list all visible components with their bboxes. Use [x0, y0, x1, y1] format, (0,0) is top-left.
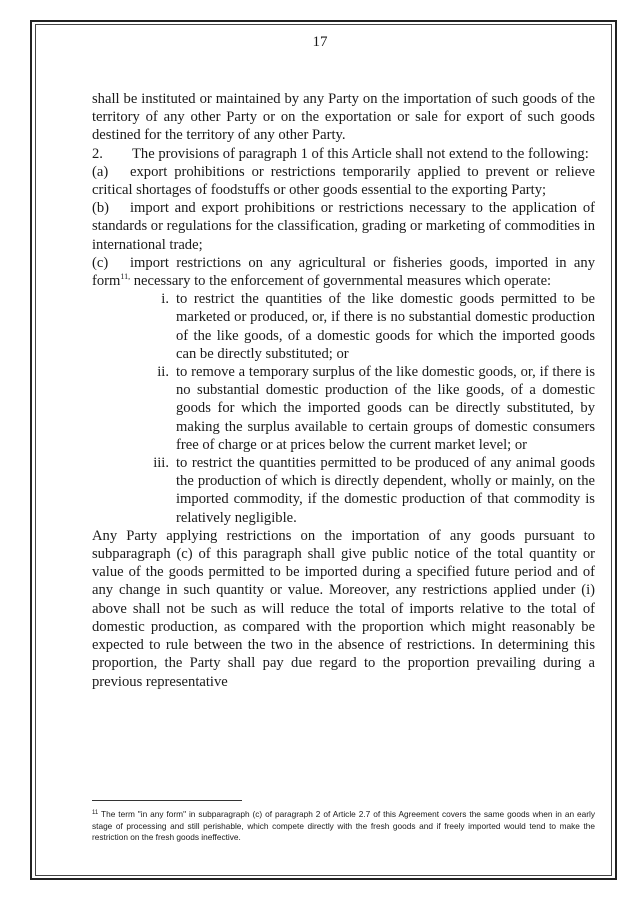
item-label: (a) — [92, 163, 109, 180]
item-text: export prohibitions or restrictions temporarily applied to prevent or relieve critical shortages of foodstuffs or other goods essential to the exporting Party; — [92, 163, 595, 199]
sub-item-label: i. — [161, 291, 169, 308]
sub-item-text: to restrict the quantities of the like domestic goods permitted to be marketed or produced, or, if there is no substantial domestic production of the like goods, of a domestic goods for which the imported goods can be directly substituted; or — [176, 291, 595, 362]
list-item-c — [92, 254, 595, 290]
item-text: import and export prohibitions or restrictions necessary to the application of standards or regulations for the classification, grading or marketing of commodities in international trade; — [92, 200, 595, 253]
sub-item-text: to restrict the quantities permitted to be produced of any animal goods the production of which is directly dependent, wholly or mainly, on the imported commodity, if the domestic production of that commodity is relatively negligible. — [176, 455, 595, 526]
page-number: 17 — [312, 34, 328, 50]
item-text: import restrictions on any agricultural or fisheries goods, imported in any form — [92, 254, 595, 290]
item-label: (b) — [92, 200, 110, 217]
sub-item-ii — [92, 363, 595, 454]
list-item-a — [92, 163, 595, 199]
sub-item-i — [92, 290, 595, 363]
intro-paragraph: shall be instituted or maintained by any Party on the importation of such goods of the territory of any other Party or on the exportation or sale for export of such goods destined for the territory of any other Party. — [92, 91, 595, 144]
sub-item-label: ii. — [157, 364, 169, 381]
footnote — [92, 808, 595, 844]
footnote-text: The term "in any form" in subparagraph (c) of paragraph 2 of Article 2.7 of this Agreement covers the same goods when in an early stage of processing and still perishable, which compete directly with the fresh goods and if freely imported would tend to make the restriction on the fresh goods ineffective. — [92, 809, 595, 842]
footnote-divider — [92, 800, 242, 801]
item-label: (c) — [92, 254, 109, 271]
sub-item-iii — [92, 454, 595, 527]
list-item-b — [92, 199, 595, 254]
sub-item-label: iii. — [153, 455, 169, 472]
paragraph-2 — [92, 145, 595, 163]
footnote-reference: 11, — [120, 272, 131, 282]
closing-paragraph: Any Party applying restrictions on the importation of any goods pursuant to subparagraph (c) of this paragraph shall give public notice of the total quantity or value of the goods permitted to be imported during a specified future period and of any change in such quantity or value. Moreover, any restrictions applied under (i) above shall not be such as will reduce the total of imports relative to the total of domestic production, as compared with the proportion which might reasonably be expected to rule between the two in the absence of restrictions. In determining this proportion, the Party shall pay due regard to the proportion prevailing during a previous representative — [92, 527, 595, 690]
footnote-mark: 11 — [92, 810, 99, 816]
document-body — [92, 90, 595, 691]
sub-item-text: to remove a temporary surplus of the like domestic goods, or, if there is no substantial domestic production of the like goods, of a domestic goods for which the imported goods can be directly substituted, by making the surplus available to certain groups of domestic consumers free of charge or at prices below the current market level; or — [176, 364, 595, 453]
paragraph-text: The provisions of paragraph 1 of this Article shall not extend to the following: — [132, 145, 589, 162]
item-text-continued: necessary to the enforcement of governmental measures which operate: — [130, 273, 552, 290]
paragraph-number: 2. — [92, 145, 103, 162]
